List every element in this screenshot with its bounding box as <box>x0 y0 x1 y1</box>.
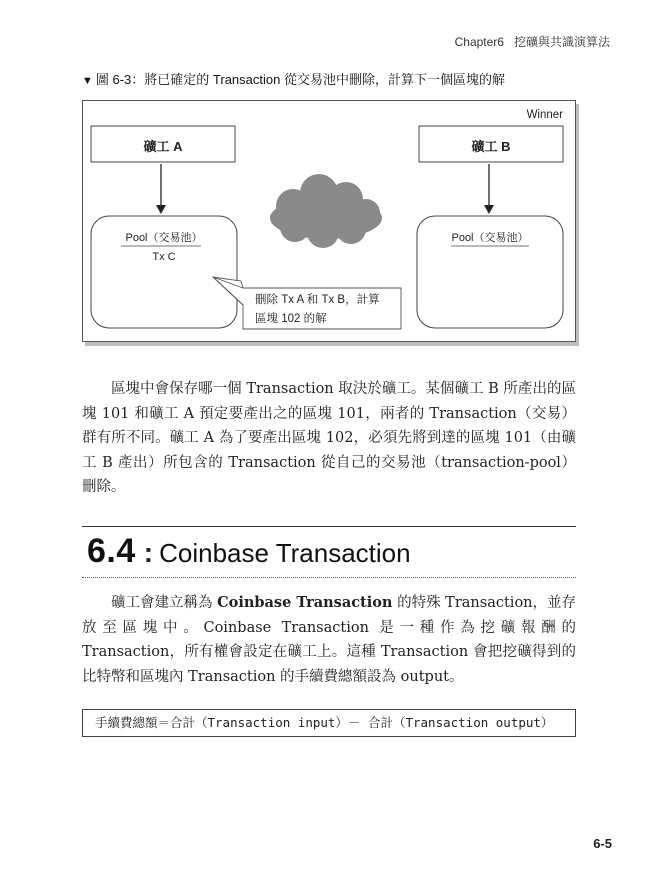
pool-a-title: Pool（交易池） <box>125 232 203 244</box>
paragraph-2-suffix: 的特殊 Transaction，並存放至區塊中。Coinbase Transaction 是一種作為挖礦報酬的 Transaction，所有權會設定在礦工上。這種 Transaction 會把挖礦得到的比特幣和區塊內 Transaction 的手續費總額設為 output。 <box>82 595 577 685</box>
body-paragraph-2 <box>82 591 576 689</box>
callout-text-line2: 區塊 102 的解 <box>255 313 327 325</box>
paragraph-1-text: 區塊中會保存哪一個 Transaction 取決於礦工。某個礦工 B 所產出的區塊 101 和礦工 A 預定要產出之的區塊 101，兩者的 Transaction（交易）群有所不同。礦工 A 為了要產出區塊 102，必須先將到達的區塊 101（由礦工 B 產出）所包含的 Transaction 從自己的交易池（transaction-pool）刪除。 <box>82 381 576 495</box>
winner-label: Winner <box>526 109 563 121</box>
section-colon: : <box>143 537 154 568</box>
section-rule-bottom <box>82 577 576 578</box>
section-heading <box>87 532 411 571</box>
section-title: Coinbase Transaction <box>159 538 411 568</box>
formula-box <box>82 709 576 737</box>
miner-a-label: 礦工 A <box>143 139 183 154</box>
pool-b-title: Pool（交易池） <box>451 232 529 244</box>
body-paragraph-1 <box>82 377 576 500</box>
figure-caption-text: 圖 6-3：將已確定的 Transaction 從交易池中刪除，計算下一個區塊的解 <box>95 72 505 87</box>
network-cloud-icon <box>270 174 382 248</box>
paragraph-2-text <box>82 591 576 689</box>
paragraph-2-prefix: 礦工會建立稱為 <box>111 595 218 611</box>
running-header <box>455 33 610 50</box>
arrow-b-head-icon <box>484 205 494 214</box>
callout-text-line1: 刪除 Tx A 和 Tx B，計算 <box>255 294 380 306</box>
miner-b-label: 礦工 B <box>471 139 511 154</box>
chapter-title: 挖礦與共識演算法 <box>513 35 610 49</box>
chapter-label: Chapter6 <box>454 35 504 49</box>
figure-caption <box>82 69 505 88</box>
paragraph-2-term: Coinbase Transaction <box>217 594 393 611</box>
caption-triangle-icon: ▼ <box>82 75 93 87</box>
page-number: 6-5 <box>593 836 612 851</box>
formula-text: 手續費總額＝合計（Transaction input）－ 合計（Transaction output） <box>95 715 554 730</box>
section-number: 6.4 <box>87 532 136 570</box>
pool-a-item: Tx C <box>152 251 176 263</box>
arrow-a-head-icon <box>156 205 166 214</box>
section-rule-top <box>82 526 576 527</box>
figure-diagram <box>82 100 576 342</box>
